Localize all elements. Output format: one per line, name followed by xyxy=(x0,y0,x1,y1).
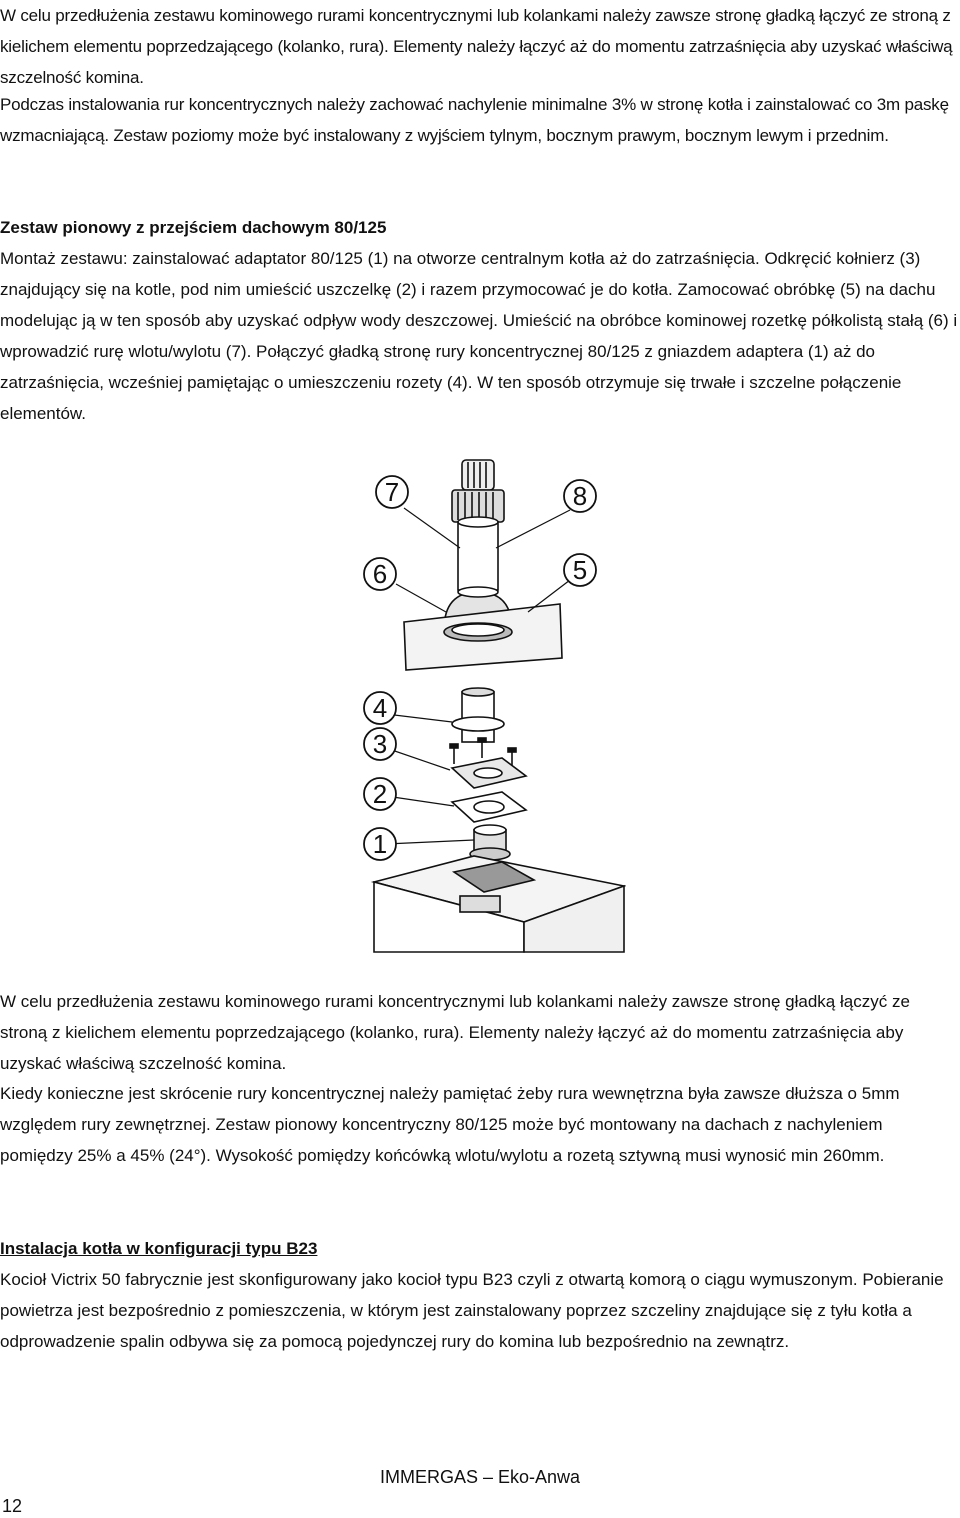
label-1: 1 xyxy=(372,829,388,859)
wall-rosette-part xyxy=(452,717,504,731)
section2-paragraph-2: Kiedy konieczne jest skrócenie rury koncentrycznej należy pamiętać żeby rura wewnętrzna była zawsze dłuższa o 5mm względem rury zewnętrznej. Zestaw pionowy koncentryczny 80/125 może być montowany na dachach z nachyleniem pomiędzy 25% a 45% (24°). Wysokość pomiędzy końcówką wlotu/wylotu a rozetą sztywną musi wynosić min 260mm. xyxy=(0,1084,900,1165)
section3-body: Kocioł Victrix 50 fabrycznie jest skonfigurowany jako kocioł typu B23 czyli z otwartą komorą o ciągu wymuszonym. Pobieranie powietrza jest bezpośrednio z pomieszczenia, w którym jest zainstalowany poprzez szczeliny znajdujące się z tyłu kotła a odprowadzenie spalin odbywa się za pomocą pojedynczej rury do komina lub bezpośrednio na zewnątrz. xyxy=(0,1270,944,1351)
section1-heading: Zestaw pionowy z przejściem dachowym 80/125 xyxy=(0,218,387,237)
label-2: 2 xyxy=(372,779,388,809)
page-number: 12 xyxy=(2,1496,23,1516)
footer-brand: IMMERGAS – Eko-Anwa xyxy=(379,1467,581,1487)
intro-paragraph-1: W celu przedłużenia zestawu kominowego rurami koncentrycznymi lub kolankami należy zawsze stronę gładką łączyć ze stroną z kielichem elementu poprzedzającego (kolanko, rura). Elementy należy łączyć aż do momentu zatrzaśnięcia aby uzyskać właściwą szczelność komina. xyxy=(0,6,953,87)
section2-paragraph-1: W celu przedłużenia zestawu kominowego rurami koncentrycznymi lub kolankami należy zawsze stronę gładką łączyć ze stroną z kielichem elementu poprzedzającego (kolanko, rura). Elementy należy łączyć aż do momentu zatrzaśnięcia aby uzyskać właściwą szczelność komina. xyxy=(0,992,910,1073)
section3-heading: Instalacja kotła w konfiguracji typu B23 xyxy=(0,1239,318,1258)
label-3: 3 xyxy=(372,729,388,759)
label-5: 5 xyxy=(572,555,588,585)
label-4: 4 xyxy=(372,693,388,723)
terminal-cap-part xyxy=(462,460,494,490)
chimney-kit-diagram xyxy=(334,452,626,954)
intro-paragraph-2: Podczas instalowania rur koncentrycznych należy zachować nachylenie minimalne 3% w stronę kotła i zainstalować co 3m paskę wzmacniającą. Zestaw poziomy może być instalowany z wyjściem tylnym, bocznym prawym, bocznym lewym i przednim. xyxy=(0,95,949,145)
label-6: 6 xyxy=(372,559,388,589)
exploded-view-drawing xyxy=(334,452,626,954)
label-7: 7 xyxy=(384,477,400,507)
section1-body: Montaż zestawu: zainstalować adaptator 80/125 (1) na otworze centralnym kotła aż do zatrzaśnięcia. Odkręcić kołnierz (3) znajdujący się na kotle, pod nim umieścić uszczelkę (2) i razem przymocować je do kotła. Zamocować obróbkę (5) na dachu modelując ją w ten sposób aby uzyskać odpływ wody deszczowej. Umieścić na obróbce kominowej rozetkę półkolistą stałą (6) i wprowadzić rurę wlotu/wylotu (7). Połączyć gładką stronę rury koncentrycznej 80/125 z gniazdem adaptera (1) aż do zatrzaśnięcia, wcześniej pamiętając o umieszczeniu rozety (4). W ten sposób otrzymuje się trwałe i szczelne połączenie elementów. xyxy=(0,249,958,423)
flue-pipe-part xyxy=(458,522,498,590)
label-8: 8 xyxy=(572,481,588,511)
